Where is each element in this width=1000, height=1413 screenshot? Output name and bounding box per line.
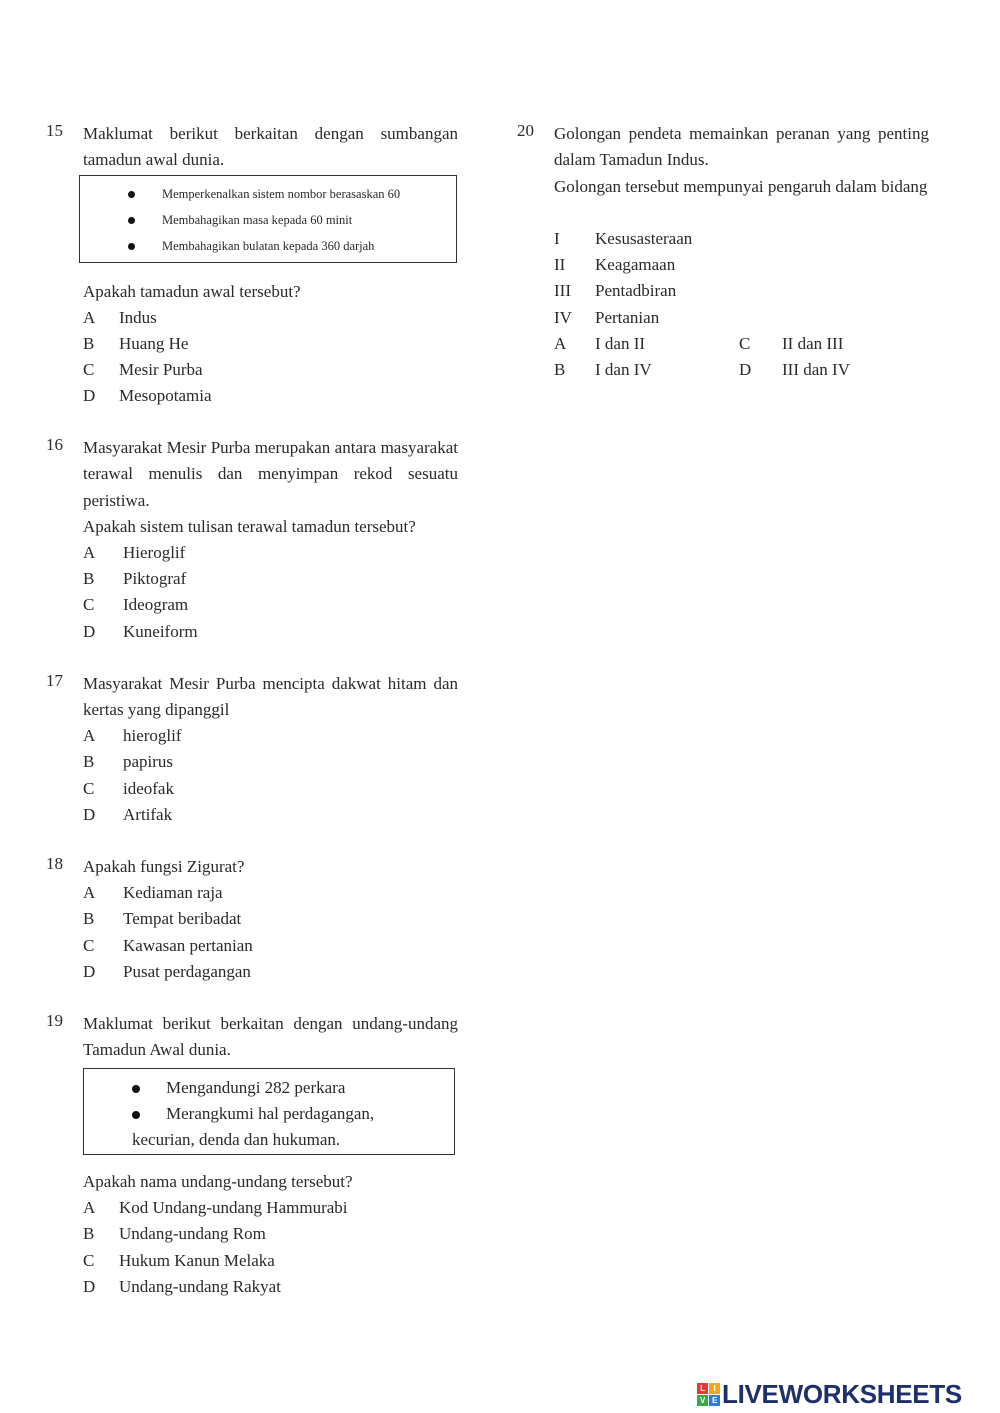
bullet-icon: [128, 243, 135, 250]
question-number: 20: [517, 121, 534, 140]
question-number: 19: [46, 1011, 63, 1030]
question-text: Apakah nama undang-undang tersebut?: [83, 1172, 353, 1191]
question-number: 15: [46, 121, 63, 140]
logo-letter: V: [697, 1395, 708, 1406]
info-box: Memperkenalkan sistem nombor berasaskan 60 Membahagikan masa kepada 60 minit Membahagikan bulatan kepada 360 darjah: [79, 175, 457, 263]
question-text: Apakah sistem tulisan terawal tamadun tersebut?: [83, 517, 416, 536]
bullet-icon: [128, 191, 135, 198]
question-number: 18: [46, 854, 63, 873]
question-text: Apakah tamadun awal tersebut?: [83, 282, 301, 301]
logo-letter: L: [697, 1383, 708, 1394]
liveworksheets-logo[interactable]: [697, 1378, 962, 1410]
question-stem: Masyarakat Mesir Purba mencipta dakwat hitam dan kertas yang dipanggil: [83, 674, 458, 720]
info-box: Mengandungi 282 perkara Merangkumi hal perdagangan, kecurian, denda dan hukuman.: [83, 1068, 455, 1155]
info-text: kecurian, denda dan hukuman.: [132, 1130, 341, 1149]
question-stem: Apakah fungsi Zigurat?: [83, 857, 245, 876]
question-stem: Maklumat berikut berkaitan dengan sumbangan tamadun awal dunia.: [83, 124, 458, 170]
bullet-icon: [128, 217, 135, 224]
bullet-icon: [132, 1111, 140, 1119]
question-stem: Masyarakat Mesir Purba merupakan antara masyarakat terawal menulis dan menyimpan rekod sesuatu peristiwa.: [83, 438, 458, 510]
question-stem-2: Golongan tersebut mempunyai pengaruh dalam bidang: [554, 177, 928, 196]
bullet-icon: [132, 1085, 140, 1093]
question-number: 16: [46, 435, 63, 454]
question-stem: Maklumat berikut berkaitan dengan undang-undang Tamadun Awal dunia.: [83, 1014, 458, 1060]
logo-letter: E: [709, 1395, 720, 1406]
logo-letter: I: [709, 1383, 720, 1394]
question-stem: Golongan pendeta memainkan peranan yang penting dalam Tamadun Indus.: [554, 124, 929, 170]
logo-icon: [697, 1383, 720, 1406]
brand-text: LIVEWORKSHEETS: [722, 1378, 962, 1409]
question-number: 17: [46, 671, 63, 690]
